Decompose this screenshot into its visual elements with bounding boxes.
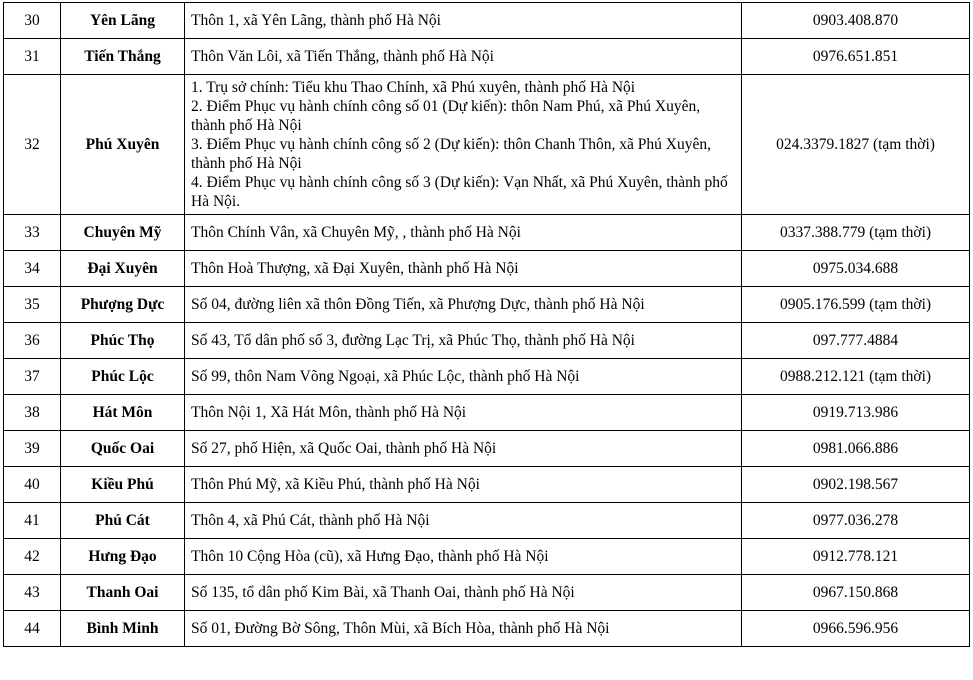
address-cell: [185, 3, 742, 39]
ward-name-cell: Hát Môn: [61, 395, 185, 431]
row-number-cell: 37: [4, 359, 61, 395]
address-cell: [185, 395, 742, 431]
table-row: [4, 323, 970, 359]
phone-cell: 0902.198.567: [742, 467, 970, 503]
row-number-cell: 42: [4, 539, 61, 575]
address-line: Số 99, thôn Nam Võng Ngoại, xã Phúc Lộc, thành phố Hà Nội: [191, 368, 580, 385]
row-number-cell: 30: [4, 3, 61, 39]
address-cell: [185, 575, 742, 611]
table-row: [4, 75, 970, 215]
table-row: [4, 503, 970, 539]
address-cell: [185, 539, 742, 575]
phone-cell: 0976.651.851: [742, 39, 970, 75]
row-number-cell: 39: [4, 431, 61, 467]
address-line: Thôn Chính Vân, xã Chuyên Mỹ, , thành phố Hà Nội: [191, 224, 521, 241]
address-cell: [185, 75, 742, 215]
phone-cell: 024.3379.1827 (tạm thời): [742, 75, 970, 215]
table-row: [4, 287, 970, 323]
table-row: [4, 431, 970, 467]
address-cell: [185, 503, 742, 539]
row-number-cell: 32: [4, 75, 61, 215]
row-number-cell: 40: [4, 467, 61, 503]
address-line: 1. Trụ sở chính: Tiểu khu Thao Chính, xã Phú xuyên, thành phố Hà Nội: [191, 79, 636, 96]
ward-name-cell: Bình Minh: [61, 611, 185, 647]
address-line: Thôn 10 Cộng Hòa (cũ), xã Hưng Đạo, thành phố Hà Nội: [191, 548, 549, 565]
table-row: [4, 467, 970, 503]
address-line: 3. Điểm Phục vụ hành chính công số 2 (Dự kiến): thôn Chanh Thôn, xã Phú Xuyên, thành phố Hà Nội: [191, 136, 711, 172]
ward-name-cell: Quốc Oai: [61, 431, 185, 467]
phone-cell: 0977.036.278: [742, 503, 970, 539]
address-line: Thôn Hoà Thượng, xã Đại Xuyên, thành phố Hà Nội: [191, 260, 519, 277]
ward-office-table: [3, 2, 970, 647]
row-number-cell: 31: [4, 39, 61, 75]
address-line: 2. Điểm Phục vụ hành chính công số 01 (Dự kiến): thôn Nam Phú, xã Phú Xuyên, thành phố Hà Nội: [191, 98, 701, 134]
row-number-cell: 44: [4, 611, 61, 647]
address-line: Số 04, đường liên xã thôn Đồng Tiến, xã Phượng Dực, thành phố Hà Nội: [191, 296, 645, 313]
address-cell: [185, 39, 742, 75]
table-row: [4, 251, 970, 287]
ward-name-cell: Yên Lãng: [61, 3, 185, 39]
address-cell: [185, 251, 742, 287]
ward-name-cell: Thanh Oai: [61, 575, 185, 611]
phone-cell: 0905.176.599 (tạm thời): [742, 287, 970, 323]
row-number-cell: 43: [4, 575, 61, 611]
table-row: [4, 575, 970, 611]
table-row: [4, 539, 970, 575]
ward-name-cell: Phú Cát: [61, 503, 185, 539]
table-row: [4, 395, 970, 431]
table-row: [4, 3, 970, 39]
address-cell: [185, 467, 742, 503]
address-line: Thôn 4, xã Phú Cát, thành phố Hà Nội: [191, 512, 430, 529]
address-line: Thôn 1, xã Yên Lãng, thành phố Hà Nội: [191, 12, 441, 29]
phone-cell: 0337.388.779 (tạm thời): [742, 215, 970, 251]
address-cell: [185, 215, 742, 251]
row-number-cell: 34: [4, 251, 61, 287]
ward-name-cell: Kiều Phú: [61, 467, 185, 503]
address-line: Thôn Phú Mỹ, xã Kiều Phú, thành phố Hà Nội: [191, 476, 480, 493]
address-cell: [185, 431, 742, 467]
ward-name-cell: Phúc Thọ: [61, 323, 185, 359]
ward-name-cell: Phúc Lộc: [61, 359, 185, 395]
phone-cell: 0912.778.121: [742, 539, 970, 575]
row-number-cell: 41: [4, 503, 61, 539]
address-line: Số 01, Đường Bờ Sông, Thôn Mùi, xã Bích Hòa, thành phố Hà Nội: [191, 620, 610, 637]
ward-name-cell: Phượng Dực: [61, 287, 185, 323]
address-line: Thôn Nội 1, Xã Hát Môn, thành phố Hà Nội: [191, 404, 467, 421]
table-row: [4, 611, 970, 647]
phone-cell: 0975.034.688: [742, 251, 970, 287]
ward-name-cell: Phú Xuyên: [61, 75, 185, 215]
row-number-cell: 38: [4, 395, 61, 431]
phone-cell: 0919.713.986: [742, 395, 970, 431]
table-body: [4, 3, 970, 647]
address-cell: [185, 287, 742, 323]
address-line: Số 135, tổ dân phố Kim Bài, xã Thanh Oai, thành phố Hà Nội: [191, 584, 575, 601]
address-line: Số 27, phố Hiện, xã Quốc Oai, thành phố Hà Nội: [191, 440, 497, 457]
address-cell: [185, 323, 742, 359]
phone-cell: 0966.596.956: [742, 611, 970, 647]
address-cell: [185, 359, 742, 395]
row-number-cell: 35: [4, 287, 61, 323]
ward-name-cell: Đại Xuyên: [61, 251, 185, 287]
phone-cell: 0981.066.886: [742, 431, 970, 467]
row-number-cell: 36: [4, 323, 61, 359]
address-line: 4. Điểm Phục vụ hành chính công số 3 (Dự kiến): Vạn Nhất, xã Phú Xuyên, thành phố Hà Nội.: [191, 174, 728, 210]
address-line: Thôn Văn Lôi, xã Tiến Thắng, thành phố Hà Nội: [191, 48, 494, 65]
row-number-cell: 33: [4, 215, 61, 251]
table-row: [4, 39, 970, 75]
address-line: Số 43, Tổ dân phố số 3, đường Lạc Trị, xã Phúc Thọ, thành phố Hà Nội: [191, 332, 635, 349]
ward-name-cell: Hưng Đạo: [61, 539, 185, 575]
phone-cell: 097.777.4884: [742, 323, 970, 359]
table-row: [4, 359, 970, 395]
ward-name-cell: Tiến Thắng: [61, 39, 185, 75]
table-row: [4, 215, 970, 251]
phone-cell: 0903.408.870: [742, 3, 970, 39]
ward-name-cell: Chuyên Mỹ: [61, 215, 185, 251]
phone-cell: 0967.150.868: [742, 575, 970, 611]
address-cell: [185, 611, 742, 647]
phone-cell: 0988.212.121 (tạm thời): [742, 359, 970, 395]
